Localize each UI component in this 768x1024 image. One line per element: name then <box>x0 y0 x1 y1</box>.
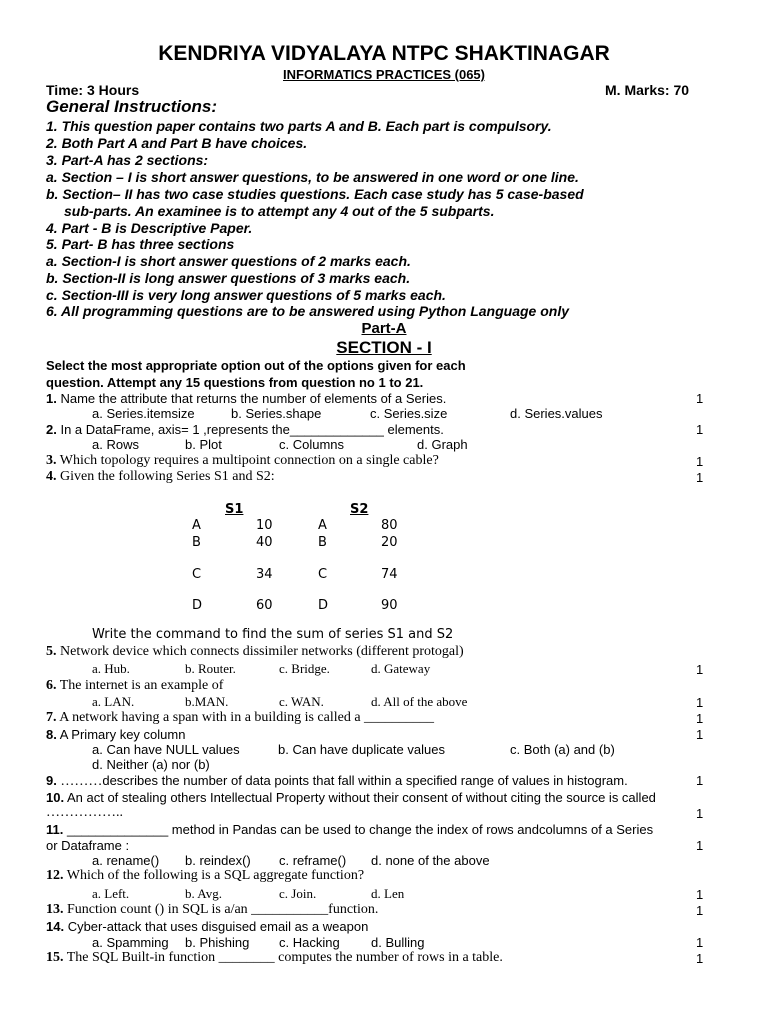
instruction-item: b. Section-II is long answer questions of 3 marks each. <box>46 270 411 286</box>
instruction-item: a. Section – I is short answer questions, to be answered in one word or one line. <box>46 169 579 185</box>
s2-index: B <box>318 535 327 550</box>
question-6: 6. The internet is an example of <box>46 678 224 693</box>
question-12: 12. Which of the following is a SQL aggregate function? <box>46 868 365 883</box>
question-9: 9. ………describes the number of data points that fall within a specified range of values in histogram. <box>46 773 628 789</box>
question-mark: 1 <box>696 935 704 950</box>
question-mark: 1 <box>696 711 704 726</box>
question-mark: 1 <box>696 903 704 918</box>
option: c. reframe() <box>279 853 347 868</box>
question-mark: 1 <box>696 695 704 710</box>
s1-index: C <box>192 567 202 582</box>
option: b. Router. <box>185 661 236 676</box>
option: b. Plot <box>185 437 222 452</box>
instructions-heading: General Instructions: <box>46 97 217 116</box>
question-13: 13. Function count () in SQL is a/an ___________function. <box>46 902 379 917</box>
question-8: 8. A Primary key column <box>46 727 186 742</box>
question-mark: 1 <box>696 838 704 853</box>
question-10-continuation: …………….. <box>46 805 123 820</box>
option: a. rename() <box>92 853 160 868</box>
question-3: 3. Which topology requires a multipoint connection on a single cable? <box>46 453 439 468</box>
question-mark: 1 <box>696 951 704 966</box>
option: a. Rows <box>92 437 139 452</box>
option: d. Neither (a) nor (b) <box>92 757 210 772</box>
question-10: 10. An act of stealing others Intellectual Property without their consent of without citing the source is called <box>46 790 656 805</box>
question-mark: 1 <box>696 391 704 406</box>
s1-index: A <box>192 518 201 533</box>
instruction-item: 5. Part- B has three sections <box>46 236 235 252</box>
option: c. WAN. <box>279 694 324 709</box>
s2-index: A <box>318 518 327 533</box>
question-1: 1. Name the attribute that returns the number of elements of a Series. <box>46 391 447 406</box>
option: a. Hub. <box>92 661 130 676</box>
question-mark: 1 <box>696 773 704 788</box>
question-mark: 1 <box>696 727 704 742</box>
s2-value: 90 <box>381 598 398 613</box>
instruction-item: 1. This question paper contains two parts A and B. Each part is compulsory. <box>46 118 552 134</box>
option: d. All of the above <box>371 694 468 709</box>
subject-title: INFORMATICS PRACTICES (065) <box>283 67 485 82</box>
option: d. Bulling <box>371 935 425 950</box>
instruction-item: b. Section– II has two case studies questions. Each case study has 5 case-based <box>46 186 584 202</box>
instruction-item: sub-parts. An examinee is to attempt any 4 out of the 5 subparts. <box>64 203 495 219</box>
question-11: 11. ______________ method in Pandas can be used to change the index of rows andcolumns of a Series <box>46 822 654 837</box>
s1-value: 34 <box>256 567 273 582</box>
instruction-item: 3. Part-A has 2 sections: <box>46 152 209 168</box>
question-mark: 1 <box>696 454 704 469</box>
option: b. Phishing <box>185 935 250 950</box>
s2-value: 74 <box>381 567 398 582</box>
option: d. Gateway <box>371 661 431 676</box>
s1-value: 60 <box>256 598 273 613</box>
question-7: 7. A network having a span with in a building is called a __________ <box>46 710 435 725</box>
s1-value: 40 <box>256 535 273 550</box>
option: c. Bridge. <box>279 661 330 676</box>
part-heading: Part-A <box>361 320 407 337</box>
s2-value: 20 <box>381 535 398 550</box>
option: a. Series.itemsize <box>92 406 195 421</box>
instruction-item: 2. Both Part A and Part B have choices. <box>46 135 308 151</box>
section-directions: question. Attempt any 15 questions from question no 1 to 21. <box>46 375 424 390</box>
option: b. Can have duplicate values <box>278 742 445 757</box>
option: c. Hacking <box>279 935 340 950</box>
question-mark: 1 <box>696 422 704 437</box>
s2-value: 80 <box>381 518 398 533</box>
section-directions: Select the most appropriate option out of the options given for each <box>46 358 466 373</box>
option: b. reindex() <box>185 853 251 868</box>
series-s2-title: S2 <box>350 502 369 517</box>
question-11-continuation: or Dataframe : <box>46 838 130 853</box>
question-mark: 1 <box>696 887 704 902</box>
option: a. LAN. <box>92 694 135 709</box>
option: c. Join. <box>279 886 317 901</box>
option: c. Columns <box>279 437 345 452</box>
option: a. Can have NULL values <box>92 742 240 757</box>
s1-index: D <box>192 598 203 613</box>
option: b. Series.shape <box>231 406 322 421</box>
instruction-item: 6. All programming questions are to be answered using Python Language only <box>46 303 570 319</box>
instruction-item: a. Section-I is short answer questions of 2 marks each. <box>46 253 411 269</box>
question-4: 4. Given the following Series S1 and S2: <box>46 469 275 484</box>
option: d. Series.values <box>510 406 603 421</box>
question-mark: 1 <box>696 470 704 485</box>
option: b. Avg. <box>185 886 222 901</box>
time-label: Time: 3 Hours <box>46 82 140 98</box>
s2-index: D <box>318 598 329 613</box>
option: d. Len <box>371 886 405 901</box>
s2-index: C <box>318 567 328 582</box>
question-mark: 1 <box>696 662 704 677</box>
series-s1-title: S1 <box>225 502 244 517</box>
option: a. Spamming <box>92 935 169 950</box>
section-heading: SECTION - I <box>336 338 432 357</box>
option: c. Both (a) and (b) <box>510 742 615 757</box>
instruction-item: 4. Part - B is Descriptive Paper. <box>46 220 253 236</box>
question-mark: 1 <box>696 806 704 821</box>
max-marks-label: M. Marks: 70 <box>605 82 690 98</box>
question-4-instruction: Write the command to find the sum of series S1 and S2 <box>92 627 454 642</box>
instruction-item: c. Section-III is very long answer questions of 5 marks each. <box>46 287 446 303</box>
question-5: 5. Network device which connects dissimiler networks (different protogal) <box>46 644 464 659</box>
option: d. Graph <box>417 437 468 452</box>
question-15: 15. The SQL Built-in function ________ computes the number of rows in a table. <box>46 950 503 965</box>
option: d. none of the above <box>371 853 490 868</box>
question-2: 2. In a DataFrame, axis= 1 ,represents the_____________ elements. <box>46 422 444 437</box>
option: a. Left. <box>92 886 130 901</box>
option: b.MAN. <box>185 694 229 709</box>
question-14: 14. Cyber-attack that uses disguised email as a weapon <box>46 919 369 934</box>
s1-value: 10 <box>256 518 273 533</box>
school-title: KENDRIYA VIDYALAYA NTPC SHAKTINAGAR <box>158 42 610 65</box>
option: c. Series.size <box>370 406 448 421</box>
s1-index: B <box>192 535 201 550</box>
